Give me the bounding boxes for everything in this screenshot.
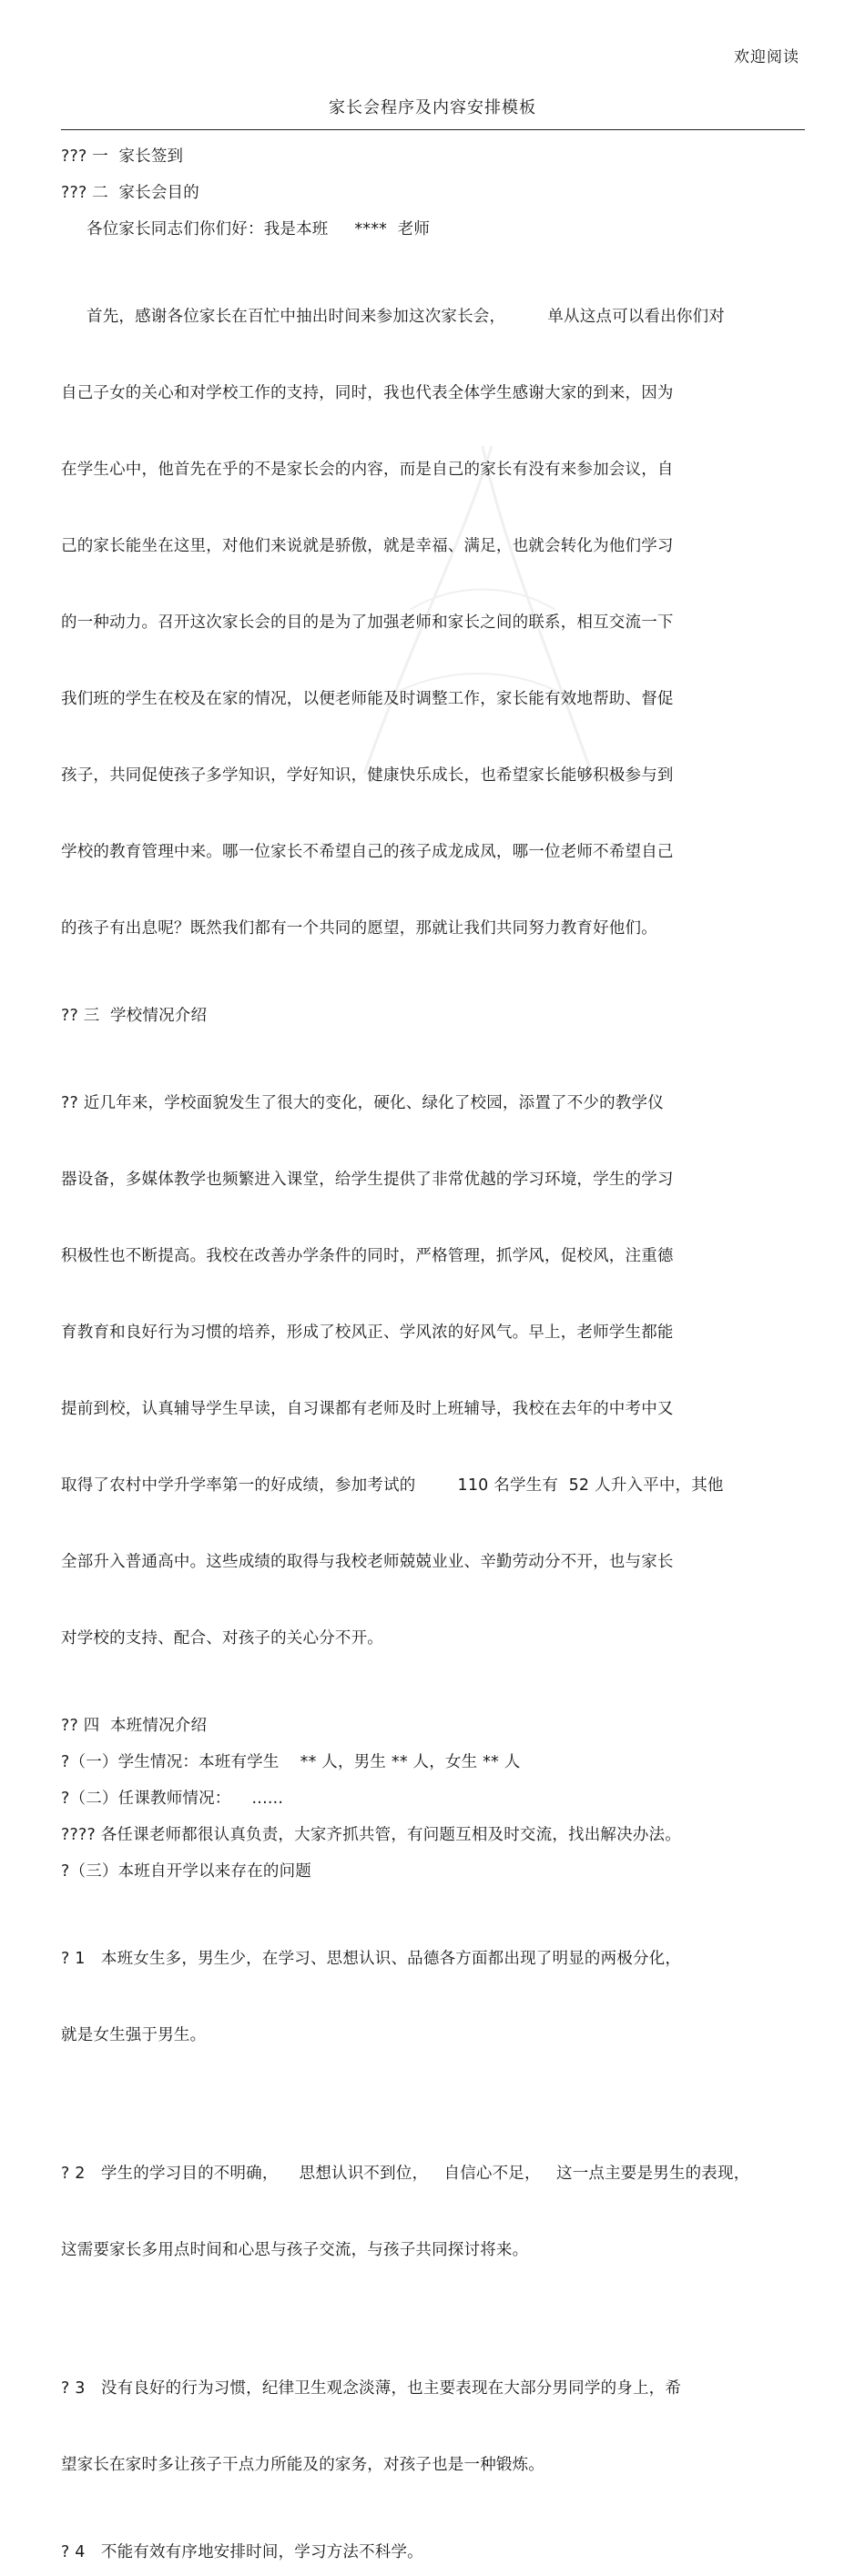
section-heading-2: ??? 二 家长会目的 [61, 184, 199, 202]
school-paragraph [61, 1040, 789, 1702]
text-line: 学校的教育管理中来。哪一位家长不希望自己的孩子成龙成凤，哪一位老师不希望自己 [61, 843, 674, 861]
document-body [61, 144, 789, 2576]
text-line: 取得了农村中学升学率第一的好成绩，参加考试的 110 名学生有 52 人升入平中，其他 [61, 1476, 724, 1495]
text-line: 器设备，多媒体教学也频繁进入课堂，给学生提供了非常优越的学习环境，学生的学习 [61, 1171, 674, 1189]
subsection-students: ?（一）学生情况：本班有学生 ** 人，男生 ** 人，女生 ** 人 [61, 1753, 521, 1771]
text-line: 自己子女的关心和对学校工作的支持，同时，我也代表全体学生感谢大家的到来，因为 [61, 384, 674, 402]
text-line: ? 2 学生的学习目的不明确， 思想认识不到位， 自信心不足， 这一点主要是男生的表现， [61, 2165, 750, 2183]
text-line: 对学校的支持、配合、对孩子的关心分不开。 [61, 1629, 383, 1648]
subsection-issues: ?（三）本班自开学以来存在的问题 [61, 1862, 311, 1881]
issue-item [61, 2110, 789, 2314]
section-heading-4: ?? 四 本班情况介绍 [61, 1717, 208, 1735]
issue-item: ? 4 不能有效有序地安排时间，学习方法不科学。 [61, 2543, 423, 2561]
text-line: 望家长在家时多让孩子干点力所能及的家务，对孩子也是一种锻炼。 [61, 2456, 544, 2474]
text-line: 积极性也不断提高。我校在改善办学条件的同时，严格管理，抓学风，促校风，注重德 [61, 1247, 674, 1265]
greeting: 各位家长同志们你们好：我是本班 **** 老师 [86, 220, 431, 238]
text-line: 孩子，共同促使孩子多学知识，学好知识，健康快乐成长，也希望家长能够积极参与到 [61, 766, 674, 785]
text-line: 就是女生强于男生。 [61, 2026, 207, 2044]
text-line: 育教育和良好行为习惯的培养，形成了校风正、学风浓的好风气。早上，老师学生都能 [61, 1323, 674, 1342]
section-heading-1: ??? 一 家长签到 [61, 147, 184, 166]
text-line: 这需要家长多用点时间和心思与孩子交流，与孩子共同探讨将来。 [61, 2241, 529, 2259]
text-line: 首先，感谢各位家长在百忙中抽出时间来参加这次家长会， 单从这点可以看出你们对 [86, 308, 725, 326]
text-line: 全部升入普通高中。这些成绩的取得与我校老师兢兢业业、辛勤劳动分不开，也与家长 [61, 1553, 674, 1571]
text-line: 的孩子有出息呢？既然我们都有一个共同的愿望，那就让我们共同努力教育好他们。 [61, 919, 657, 938]
text-line: 在学生心中，他首先在乎的不是家长会的内容，而是自己的家长有没有来参加会议，自 [61, 461, 674, 479]
issue-item [61, 1895, 789, 2099]
teachers-note: ???? 各任课老师都很认真负责，大家齐抓共管，有问题互相及时交流，找出解决办法。 [61, 1826, 681, 1844]
text-line: 己的家长能坐在这里，对他们来说就是骄傲，就是幸福、满足，也就会转化为他们学习 [61, 537, 674, 555]
text-line: 我们班的学生在校及在家的情况，以便老师能及时调整工作，家长能有效地帮助、督促 [61, 690, 674, 708]
intro-paragraph [61, 253, 789, 992]
text-line: ? 3 没有良好的行为习惯，纪律卫生观念淡薄，也主要表现在大部分男同学的身上，希 [61, 2379, 682, 2398]
header-note: 欢迎阅读 [734, 48, 799, 66]
subsection-teachers: ?（二）任课教师情况： ...... [61, 1790, 284, 1808]
text-line: 提前到校，认真辅导学生早读，自习课都有老师及时上班辅导，我校在去年的中考中又 [61, 1400, 674, 1418]
document-title: 家长会程序及内容安排模板 [329, 98, 536, 117]
title-divider [61, 129, 805, 130]
text-line: ?? 近几年来，学校面貌发生了很大的变化，硬化、绿化了校园，添置了不少的教学仪 [61, 1094, 664, 1112]
text-line: ? 1 本班女生多，男生少，在学习、思想认识、品德各方面都出现了明显的两极分化， [61, 1950, 682, 1968]
section-heading-3: ?? 三 学校情况介绍 [61, 1007, 208, 1025]
text-line: 的一种动力。召开这次家长会的目的是为了加强老师和家长之间的联系，相互交流一下 [61, 614, 674, 632]
issue-item [61, 2325, 789, 2529]
